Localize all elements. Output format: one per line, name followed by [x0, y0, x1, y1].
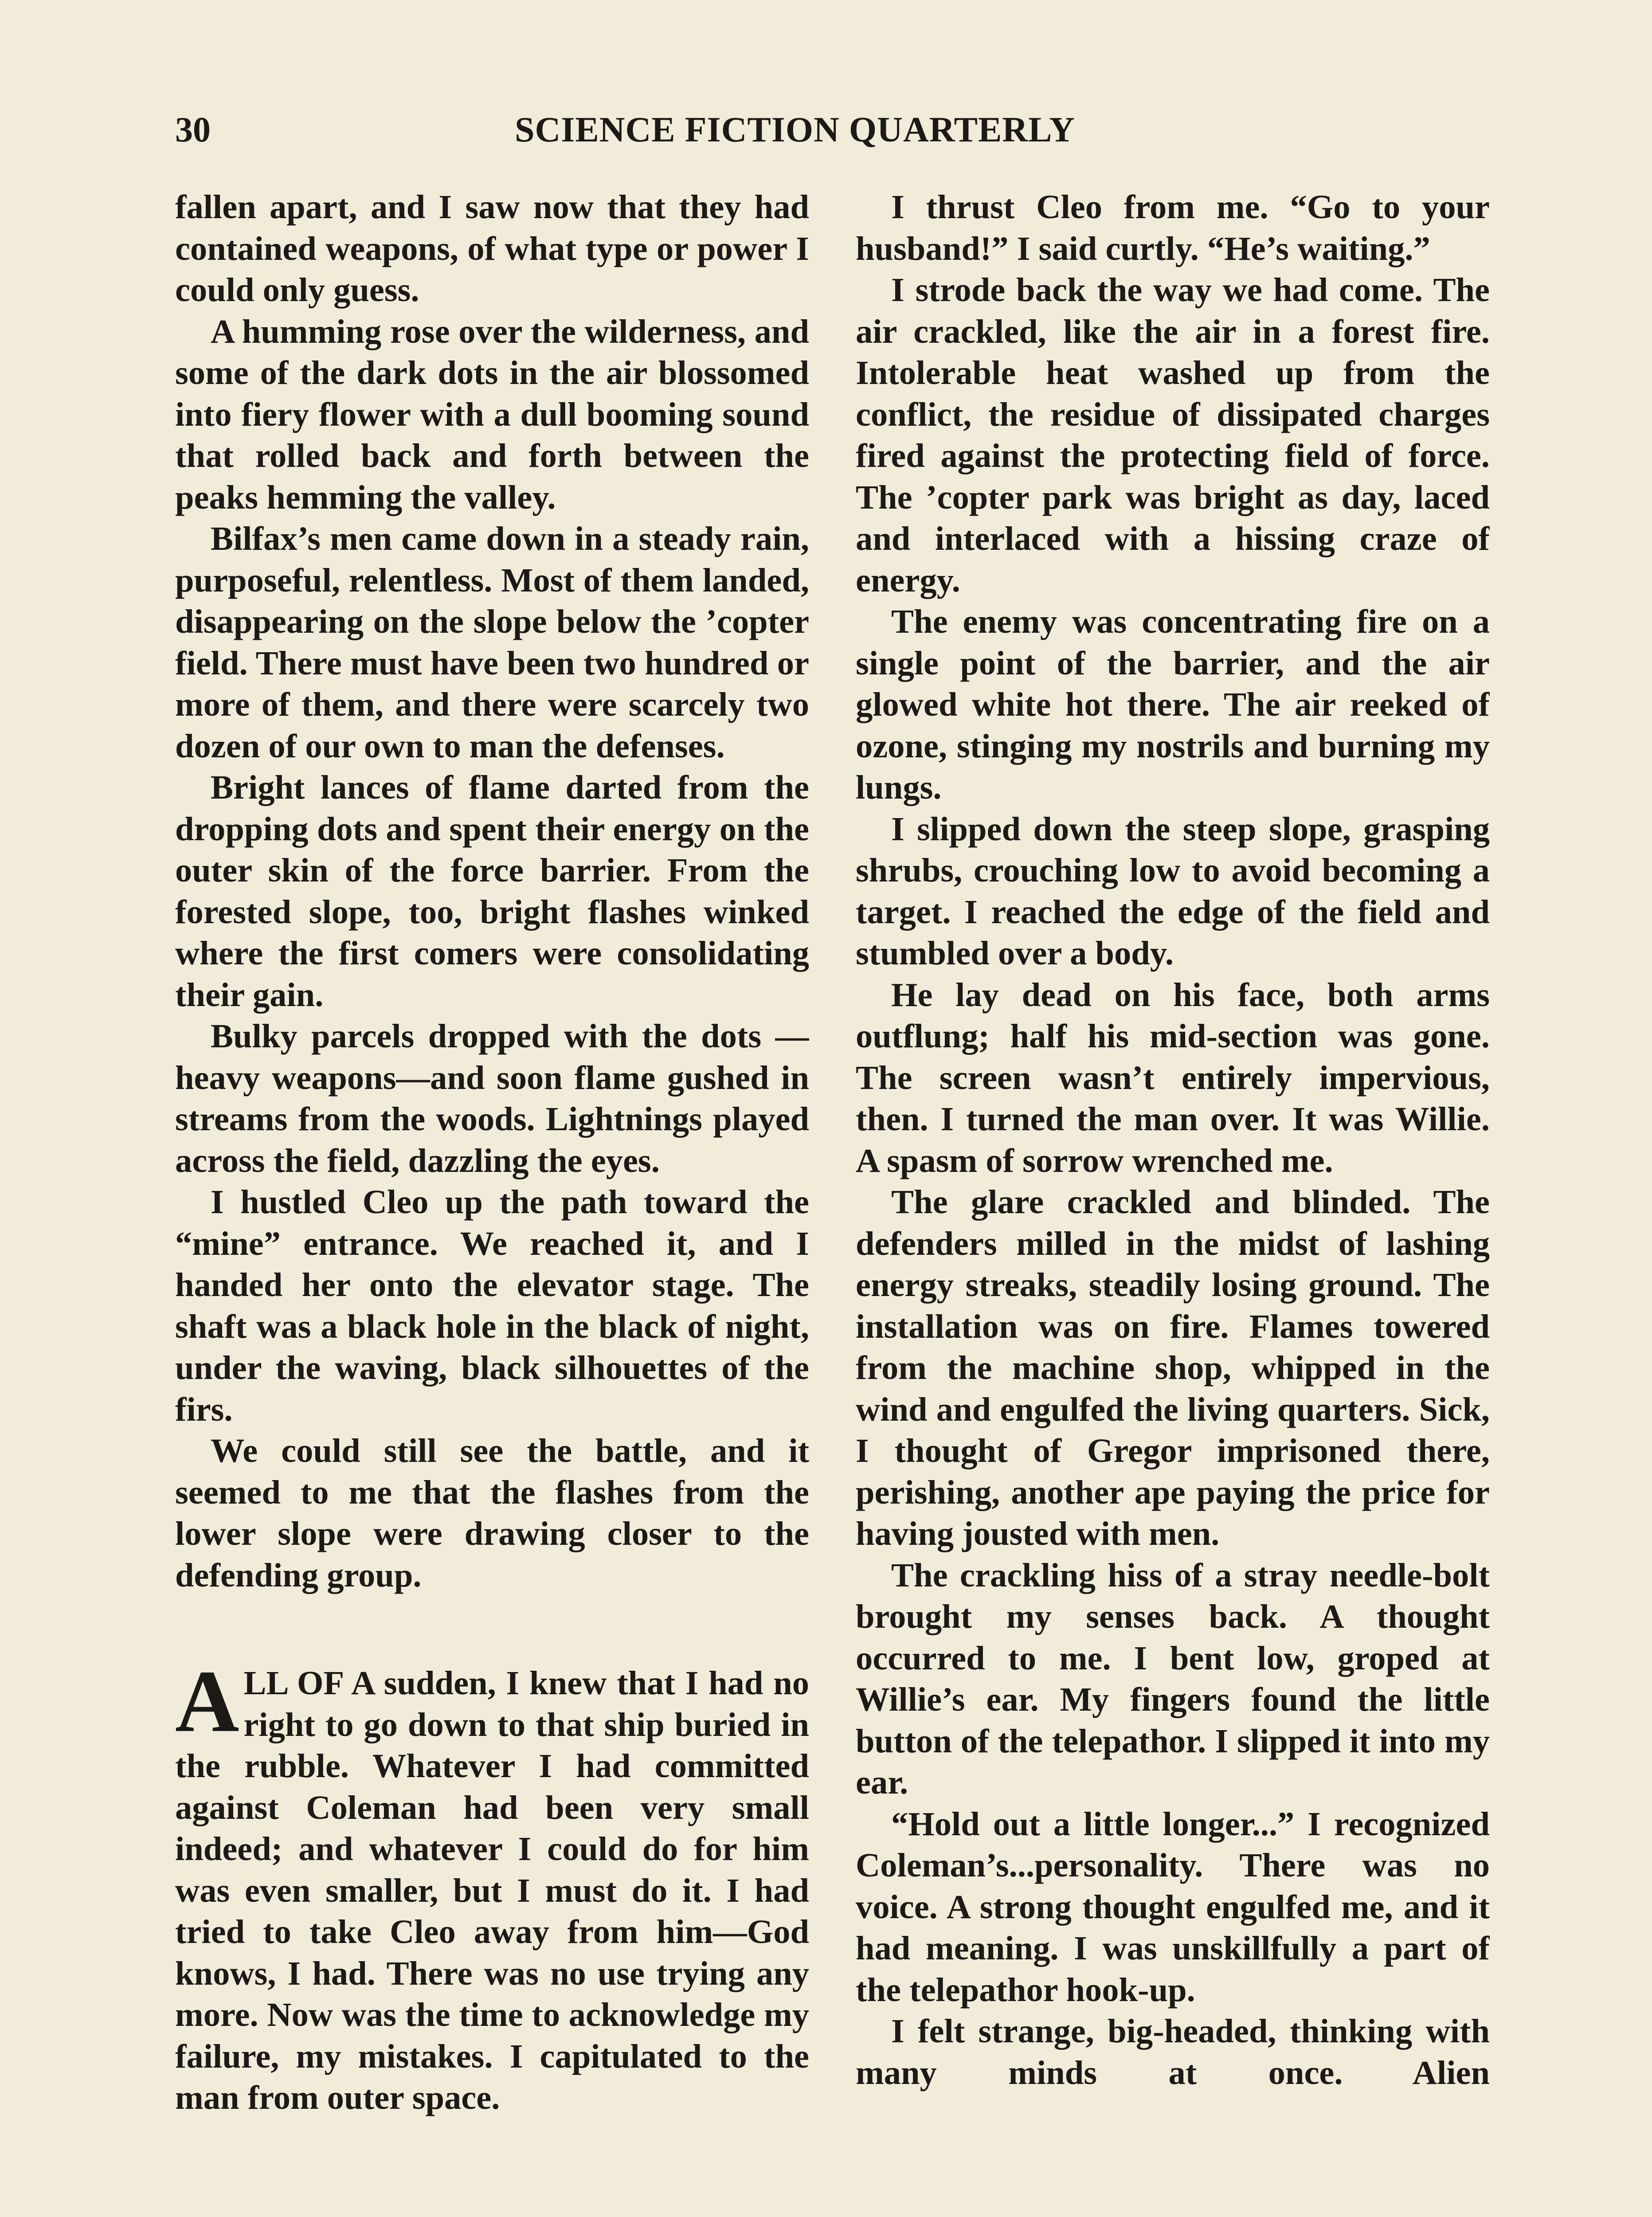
paragraph: A humming rose over the wilderness, and some of the dark dots in the air blossomed into fiery flower with a dull booming sound that rolled back and forth between the peaks hemming the valley. — [175, 312, 809, 516]
paragraph: fallen apart, and I saw now that they had contained weapons, of what type or power I could only guess. — [175, 188, 809, 309]
paragraph: Bright lances of flame darted from the dropping dots and spent their energy on the outer skin of the force barrier. From the forested slope, too, bright flashes winked where the first comers were consolidating their gain. — [175, 768, 809, 1014]
paragraph: We could still see the battle, and it seemed to me that the flashes from the lower slope were drawing closer to the defending group. — [175, 1432, 809, 1594]
paragraph: Bulky parcels dropped with the dots —heavy weapons—and soon flame gushed in streams from the woods. Lightnings played across the field, dazzling the eyes. — [175, 1017, 809, 1179]
left-column — [175, 186, 809, 2217]
section-opening-paragraph: ALL OF A sudden, I knew that I had no right to go down to that ship buried in the rubble. Whatever I had committed against Coleman had been very small indeed; and whatever I could do for him was even smaller, but I must do it. I had tried to take Cleo away from him—God knows, I had. There was no use trying any more. Now was the time to acknowledge my failure, my mistakes. I capitulated to the man from outer space. — [175, 1653, 809, 2116]
paragraph: I slipped down the steep slope, grasping shrubs, crouching low to avoid becoming a target. I reached the edge of the field and stumbled over a body. — [856, 810, 1490, 972]
paragraph: He lay dead on his face, both arms outflung; half his mid-section was gone. The screen wasn’t entirely impervious, then. I turned the man over. It was Willie. A spasm of sorrow wrenched me. — [856, 975, 1490, 1179]
paragraph: I hustled Cleo up the path toward the “mine” entrance. We reached it, and I handed her onto the elevator stage. The shaft was a black hole in the black of night, under the waving, black silhouettes of the firs. — [175, 1183, 809, 1428]
paragraph: Bilfax’s men came down in a steady rain, purposeful, relentless. Most of them landed, disappearing on the slope below the ’copter field. There must have been two hundred or more of them, and there were scarcely two dozen of our own to man the defenses. — [175, 520, 809, 765]
running-title: SCIENCE FICTION QUARTERLY — [515, 110, 1075, 149]
paragraph: I thrust Cleo from me. “Go to your husband!” I said curtly. “He’s waiting.” — [856, 188, 1490, 267]
paragraph: The glare crackled and blinded. The defenders milled in the midst of lashing energy streaks, steadily losing ground. The installation was on fire. Flames towered from the machine shop, whipped in the wind and engulfed the living quarters. Sick, I thought of Gregor imprisoned there, perishing, another ape paying the price for having jousted with men. — [856, 1183, 1490, 1552]
right-column — [856, 186, 1490, 2217]
paragraph: The crackling hiss of a stray needle-bolt brought my senses back. A thought occurred to me. I bent low, groped at Willie’s ear. My fingers found the little button of the telepathor. I slipped it into my ear. — [856, 1556, 1490, 1801]
paragraph: The enemy was concentrating fire on a single point of the barrier, and the air glowed white hot there. The air reeked of ozone, stinging my nostrils and burning my lungs. — [856, 603, 1490, 806]
paragraph: “Hold out a little longer...” I recognized Coleman’s...personality. There was no voice. A strong thought engulfed me, and it had meaning. I was unskillfully a part of the telepathor hook-up. — [856, 1805, 1490, 2009]
page-number: 30 — [175, 110, 211, 149]
paragraph: I felt strange, big-headed, thinking with many minds at once. Alien — [856, 2012, 1490, 2092]
page-header — [175, 106, 1488, 154]
paragraph: I strode back the way we had come. The air crackled, like the air in a forest fire. Intolerable heat washed up from the conflict, the residue of dissipated charges fired against the protecting field of force. The ’copter park was bright as day, laced and interlaced with a hissing craze of energy. — [856, 271, 1490, 599]
